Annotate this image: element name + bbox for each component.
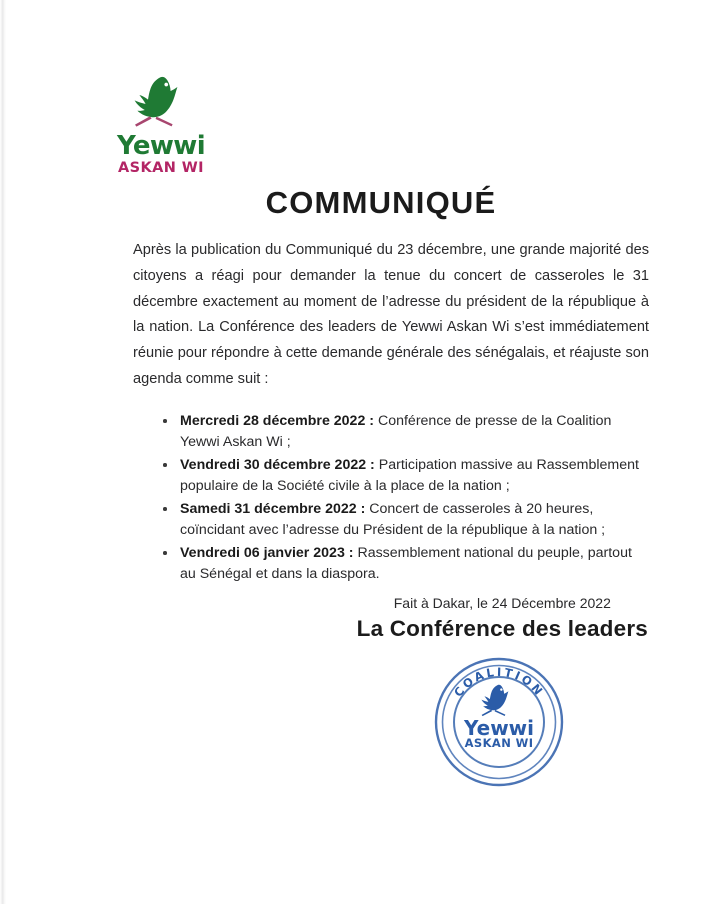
- seal-dove-icon: [481, 685, 508, 716]
- signature-place-date: Fait à Dakar, le 24 Décembre 2022: [393, 595, 611, 611]
- bullet-icon: [163, 419, 167, 423]
- logo-wordmark: Yewwi: [117, 131, 206, 161]
- agenda-text: Concert de casseroles à 20 heures, coïncidant avec l’adresse du Président de la république à la nation ;: [180, 500, 606, 539]
- document-body: [133, 238, 649, 587]
- page-title: COMMUNIQUÉ: [265, 185, 497, 220]
- agenda-text: Conférence de presse de la Coalition Yewwi Askan Wi ;: [180, 412, 612, 451]
- signatory-name: La Conférence des leaders: [356, 616, 648, 641]
- agenda-date: Samedi 31 décembre 2022 :: [180, 500, 366, 517]
- list-item: [133, 499, 649, 542]
- seal-subtitle: ASKAN WI: [464, 736, 534, 750]
- agenda-date: Vendredi 06 janvier 2023 :: [180, 544, 354, 561]
- signature-block: [357, 593, 648, 643]
- bullet-icon: [163, 463, 167, 467]
- list-item: [133, 455, 649, 498]
- page-scan-edge: [0, 0, 6, 904]
- agenda-text: Participation massive au Rassemblement populaire de la Société civile à la place de la nation ;: [180, 456, 639, 495]
- agenda-text: Rassemblement national du peuple, partout au Sénégal et dans la diaspora.: [180, 544, 632, 583]
- seal-wordmark: Yewwi: [463, 716, 535, 740]
- agenda-list: [133, 411, 649, 586]
- bullet-icon: [163, 507, 167, 511]
- yewwi-askan-wi-logo: [116, 74, 220, 176]
- intro-paragraph: Après la publication du Communiqué du 23 décembre, une grande majorité des citoyens a réagi pour demander la tenue du concert de casseroles le 31 décembre exactement au moment de l’adresse du président de la république à la nation. La Conférence des leaders de Yewwi Askan Wi s’est immédiatement réunie pour répondre à cette demande générale des sénégalais, et réajuste son agenda comme suit :: [133, 242, 649, 387]
- seal-arc-text: COALITION: [451, 664, 547, 700]
- bullet-icon: [163, 551, 167, 555]
- list-item: [133, 411, 649, 454]
- list-item: [133, 543, 649, 586]
- dove-icon: [126, 74, 188, 132]
- agenda-date: Vendredi 30 décembre 2022 :: [180, 456, 375, 473]
- logo-subtitle: ASKAN WI: [118, 160, 204, 176]
- agenda-date: Mercredi 28 décembre 2022 :: [180, 412, 375, 429]
- official-seal-stamp: [432, 655, 566, 789]
